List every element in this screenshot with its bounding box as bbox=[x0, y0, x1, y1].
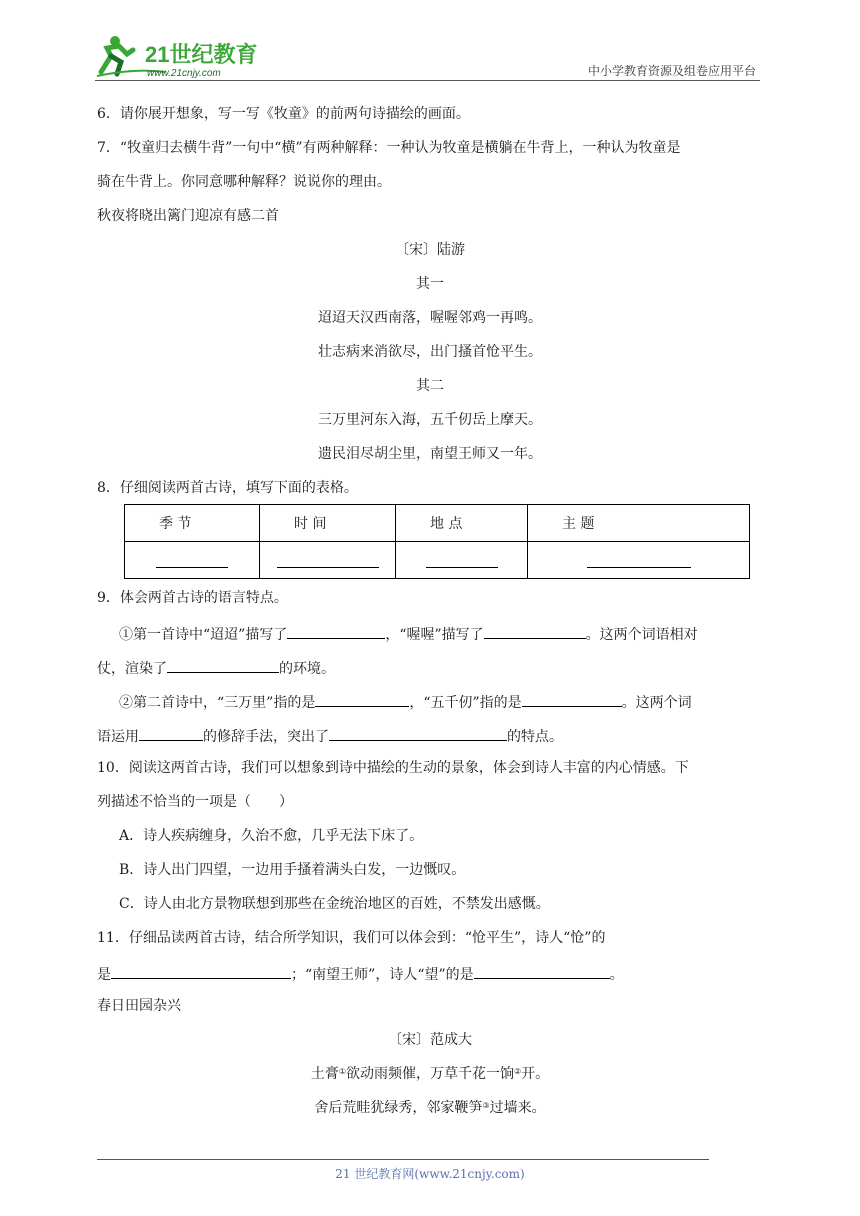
text-segment: 开。 bbox=[521, 1066, 550, 1082]
text-segment: ；“南望王师”，诗人“望”的是 bbox=[291, 967, 474, 983]
text-segment: 的特点。 bbox=[507, 729, 563, 745]
text-segment: 。这两个词 bbox=[621, 695, 692, 711]
answer-blank[interactable] bbox=[111, 962, 291, 979]
poem1-title: 秋夜将晓出篱门迎凉有感二首 bbox=[97, 208, 279, 224]
text-segment: ①第一首诗中“迢迢”描写了 bbox=[119, 627, 288, 643]
option-a[interactable]: A．诗人疾病缠身，久治不愈，几乎无法下床了。 bbox=[119, 828, 424, 844]
poem2-title: 春日田园杂兴 bbox=[97, 998, 181, 1014]
question-11-line1: 11．仔细品读两首古诗，结合所学知识，我们可以体会到：“怆平生”，诗人“怆”的 bbox=[97, 930, 606, 946]
answer-blank[interactable] bbox=[329, 724, 507, 741]
poem1-part2: 其二 bbox=[416, 378, 444, 394]
text-segment: 欲动雨频催，万草千花一饷 bbox=[346, 1066, 514, 1082]
text-segment: ，“喔喔”描写了 bbox=[385, 627, 484, 643]
answer-blank[interactable] bbox=[522, 690, 622, 707]
answer-blank[interactable] bbox=[474, 962, 610, 979]
text-segment: ②第二首诗中，“三万里”指的是 bbox=[119, 695, 316, 711]
text-segment: 舍后荒畦犹绿秀，邻家鞭笋 bbox=[314, 1100, 483, 1116]
poem2-line bbox=[0, 1064, 860, 1084]
question-8: 8．仔细阅读两首古诗，填写下面的表格。 bbox=[97, 480, 358, 496]
table-answer-time[interactable] bbox=[260, 542, 396, 579]
poem1-line: 壮志病来消欲尽，出门搔首怆平生。 bbox=[318, 344, 542, 360]
table-answer-theme[interactable] bbox=[528, 542, 750, 579]
text-segment: 语运用 bbox=[97, 729, 139, 745]
text-segment: 过墙来。 bbox=[489, 1100, 546, 1116]
question-7-line2: 骑在牛背上。你同意哪种解释？说说你的理由。 bbox=[97, 174, 391, 190]
poem1-line: 迢迢天汉西南落，喔喔邻鸡一再鸣。 bbox=[318, 310, 542, 326]
footnote-marker: ③ bbox=[482, 1101, 490, 1110]
text-segment: 仗，渲染了 bbox=[97, 661, 167, 677]
answer-blank[interactable] bbox=[484, 622, 586, 639]
question-6: 6．请你展开想象，写一写《牧童》的前两句诗描绘的画面。 bbox=[97, 106, 470, 122]
poem2-line bbox=[0, 1098, 860, 1118]
answer-blank bbox=[587, 559, 691, 568]
fill-in-table bbox=[124, 504, 750, 579]
page-header bbox=[95, 32, 760, 82]
footnote-marker: ② bbox=[514, 1067, 522, 1076]
answer-blank bbox=[277, 559, 379, 568]
question-9: 9．体会两首古诗的语言特点。 bbox=[97, 590, 288, 606]
question-9-item1-cont bbox=[97, 656, 335, 679]
question-9-item2-cont bbox=[97, 724, 563, 747]
answer-blank bbox=[156, 559, 228, 568]
question-9-item1 bbox=[119, 622, 698, 645]
poem1-line: 遗民泪尽胡尘里，南望王师又一年。 bbox=[318, 446, 542, 462]
answer-blank bbox=[426, 559, 498, 568]
answer-blank[interactable] bbox=[139, 724, 203, 741]
table-answer-place[interactable] bbox=[396, 542, 528, 579]
text-segment: 的环境。 bbox=[279, 661, 335, 677]
table-header-season: 季 节 bbox=[125, 505, 260, 542]
poem1-author: 〔宋〕陆游 bbox=[395, 242, 465, 258]
table-answer-season[interactable] bbox=[125, 542, 260, 579]
question-10-line2: 列描述不恰当的一项是（ ） bbox=[97, 794, 293, 810]
header-divider bbox=[95, 80, 760, 81]
table-header-row bbox=[125, 505, 750, 542]
text-segment: 的修辞手法，突出了 bbox=[203, 729, 329, 745]
text-segment: ，“五千仞”指的是 bbox=[409, 695, 522, 711]
table-header-theme: 主 题 bbox=[528, 505, 750, 542]
table-answer-row bbox=[125, 542, 750, 579]
footer-link[interactable]: 21 世纪教育网(www.21cnjy.com) bbox=[335, 1167, 525, 1181]
option-b[interactable]: B．诗人出门四望，一边用手搔着满头白发，一边慨叹。 bbox=[119, 862, 466, 878]
answer-blank[interactable] bbox=[287, 622, 385, 639]
question-11-line2 bbox=[97, 962, 624, 985]
poem1-part1: 其一 bbox=[416, 276, 444, 292]
text-segment: 。 bbox=[609, 967, 624, 983]
poem2-author: 〔宋〕范成大 bbox=[388, 1032, 472, 1048]
header-platform-name: 中小学教育资源及组卷应用平台 bbox=[587, 64, 756, 78]
footer-divider bbox=[97, 1159, 709, 1160]
text-segment: 土膏 bbox=[310, 1066, 339, 1082]
footnote-marker: ① bbox=[338, 1067, 346, 1076]
table-header-time: 时 间 bbox=[260, 505, 396, 542]
logo-21cnjy bbox=[95, 32, 265, 80]
logo-url: www.21cnjy.com bbox=[147, 68, 221, 79]
poem1-line: 三万里河东入海，五千仞岳上摩天。 bbox=[318, 412, 542, 428]
text-segment: 。这两个词语相对 bbox=[585, 627, 698, 643]
logo-text: 21世纪教育 bbox=[145, 42, 258, 67]
table-header-place: 地 点 bbox=[396, 505, 528, 542]
answer-blank[interactable] bbox=[167, 656, 279, 673]
question-7-line1: 7．“牧童归去横牛背”一句中“横”有两种解释：一种认为牧童是横躺在牛背上，一种认为牧童是 bbox=[97, 140, 681, 156]
answer-blank[interactable] bbox=[315, 690, 409, 707]
question-9-item2 bbox=[119, 690, 692, 713]
option-c[interactable]: C．诗人由北方景物联想到那些在金统治地区的百姓，不禁发出感慨。 bbox=[119, 896, 550, 912]
question-10-line1: 10．阅读这两首古诗，我们可以想象到诗中描绘的生动的景象，体会到诗人丰富的内心情感。下 bbox=[97, 760, 689, 776]
text-segment: 是 bbox=[97, 967, 111, 983]
